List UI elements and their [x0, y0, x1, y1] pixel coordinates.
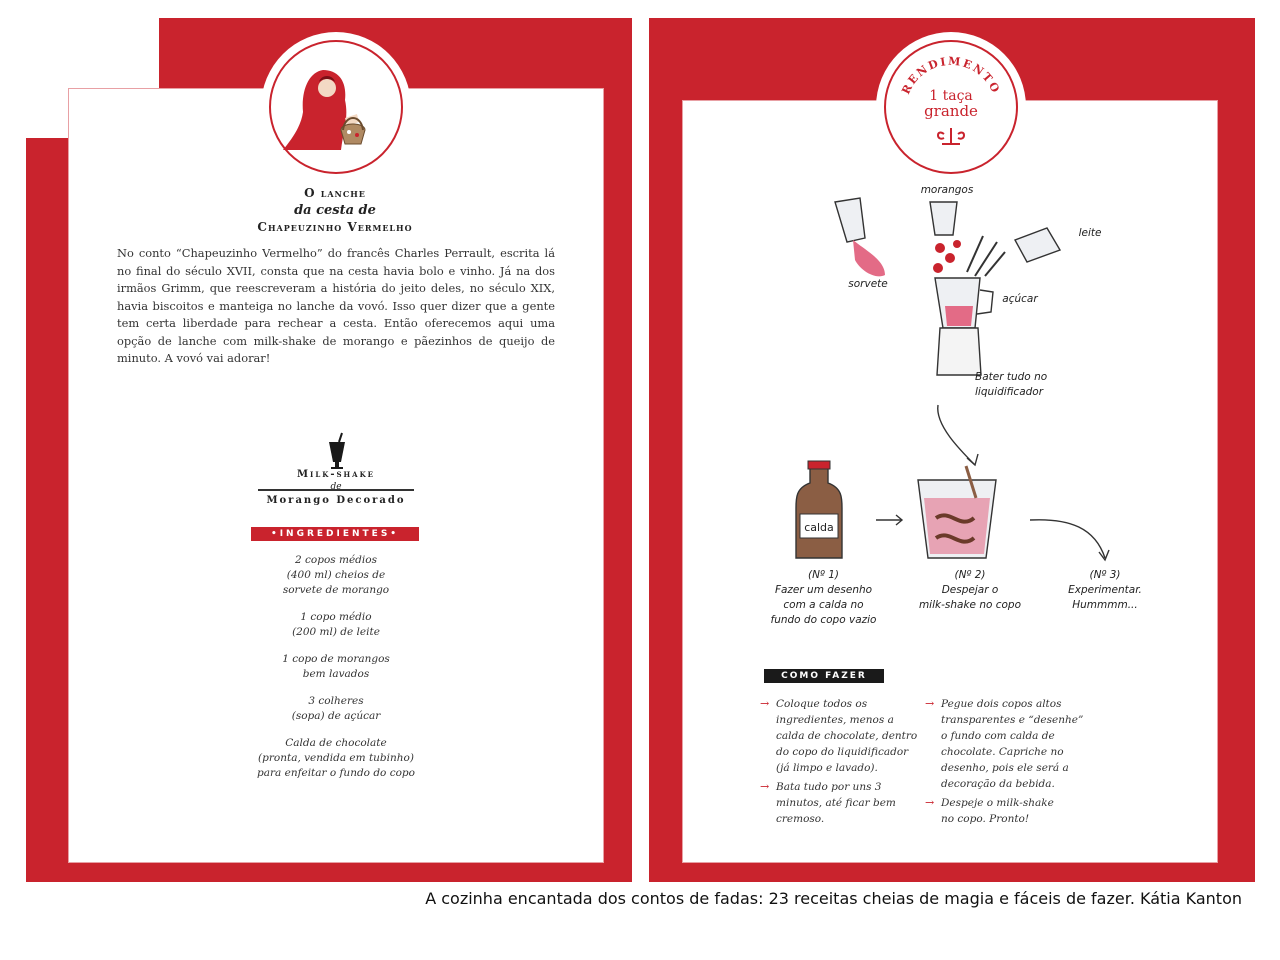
step-label-1: (Nº 1) Fazer um desenho com a calda no fundo do copo vazio	[770, 569, 877, 626]
instruction-step: → Pegue dois copos altos transparentes e “desenhe” o fundo com calda de chocolate. Capriche no desenho, pois ele será a decoração da bebida.	[925, 696, 1085, 792]
label-morangos: morangos	[920, 184, 974, 196]
recipe-title-de: de	[330, 482, 342, 492]
book-caption: A cozinha encantada dos contos de fadas: 23 receitas cheias de magia e fáceis de fazer. Kátia Kanton	[425, 889, 1242, 908]
label-acucar: açúcar	[1002, 293, 1038, 305]
ingredients-label: •INGREDIENTES•	[251, 527, 419, 541]
intro-paragraph: No conto “Chapeuzinho Vermelho” do francês Charles Perrault, escrita lá no final do século XVII, consta que na cesta havia bolo e vinho. Já na dos irmãos Grimm, que reescreveram a história do jeito deles, no século XIX, havia biscoitos e manteiga no lanche da vovó. Isso quer dizer que a gente tem certa liberdade para rechear a cesta. Então oferecemos aqui uma opção de lanche com milk-shake de morango e pãezinhos de queijo de minuto. A vovó vai adorar!	[117, 246, 555, 365]
yield-amount-line2: grande	[924, 102, 978, 120]
ingredient-item: 2 copos médios (400 ml) cheios de sorvete de morango	[282, 554, 390, 596]
recipe-title-line2: Morango Decorado	[266, 495, 406, 506]
milkshake-glass-icon	[326, 432, 348, 470]
blender-illustration	[735, 180, 1135, 470]
label-leite: leite	[1078, 227, 1102, 239]
yield-badge-top-text: RENDIMENTO	[899, 54, 1003, 97]
como-fazer-label: COMO FAZER	[764, 669, 884, 683]
red-riding-hood-badge	[261, 32, 411, 182]
red-riding-hood-illustration-icon	[261, 32, 411, 182]
instruction-step: → Bata tudo por uns 3 minutos, até ficar bem cremoso.	[760, 779, 920, 827]
recipe-chapter-title-line2: da cesta de	[294, 203, 376, 218]
yield-amount-line1: 1 taça	[929, 88, 973, 104]
instructions-column-2	[925, 696, 1085, 830]
svg-text:calda: calda	[804, 521, 834, 534]
ingredient-item: Calda de chocolate (pronta, vendida em tubinho) para enfeitar o fundo do copo	[257, 737, 415, 779]
step-label-3: (Nº 3) Experimentar. Hummmm...	[1068, 569, 1142, 611]
ingredient-item: 1 copo de morangos bem lavados	[282, 653, 390, 680]
recipe-chapter-title-line3: Chapeuzinho Vermelho	[257, 220, 413, 234]
instruction-step: → Coloque todos os ingredientes, menos a calda de chocolate, dentro do copo do liquidificador (já limpo e lavado).	[760, 696, 920, 776]
recipe-chapter-title-line1: O lanche	[304, 186, 366, 200]
recipe-title-line1: Milk-shake	[296, 469, 376, 480]
instructions-column-1	[760, 696, 920, 830]
step-label-2: (Nº 2) Despejar o milk-shake no copo	[918, 569, 1022, 611]
ingredient-item: 3 colheres (sopa) de açúcar	[291, 695, 381, 722]
label-bater: Bater tudo no liquidificador	[975, 371, 1048, 398]
ingredients-list	[236, 553, 436, 793]
ingredient-item: 1 copo médio (200 ml) de leite	[292, 611, 380, 638]
instruction-step: → Despeje o milk-shake no copo. Pronto!	[925, 795, 1085, 827]
steps-illustration	[790, 458, 1120, 568]
label-sorvete: sorvete	[848, 278, 888, 290]
